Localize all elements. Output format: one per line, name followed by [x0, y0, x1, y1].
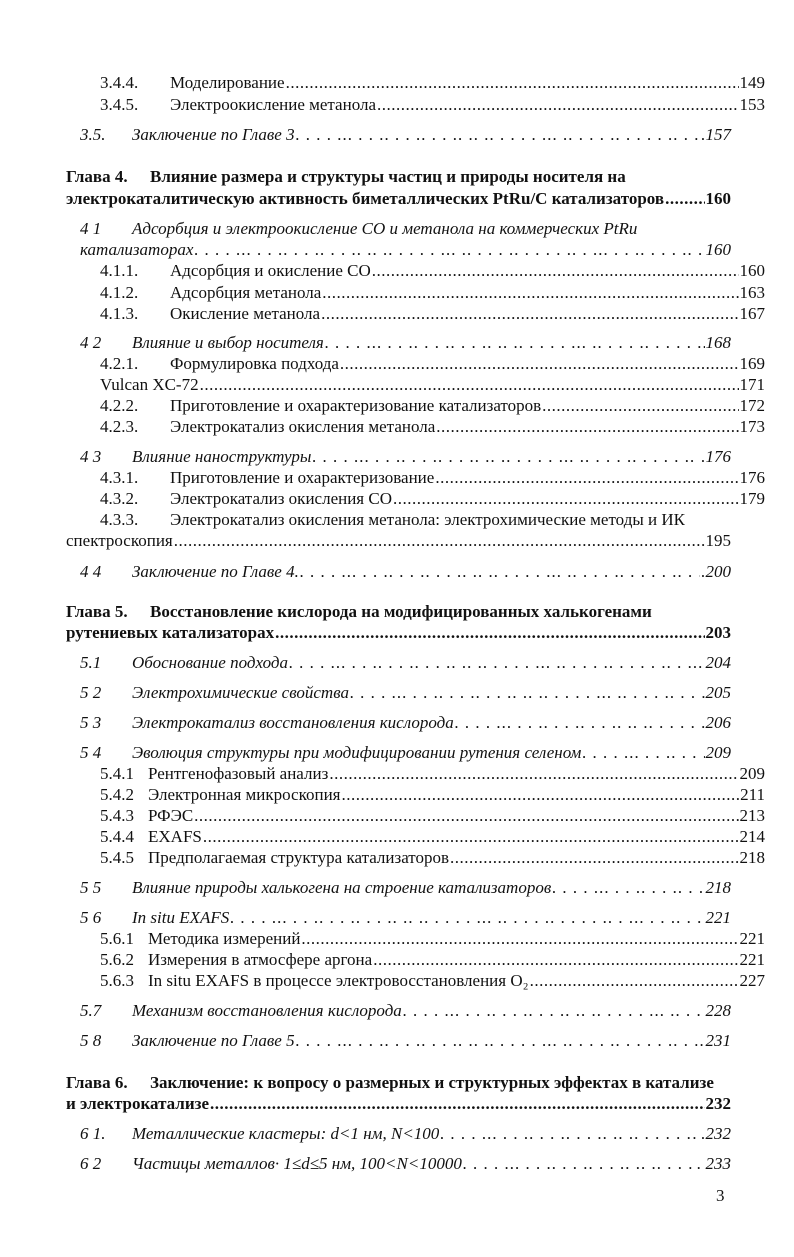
entry-title: Влияние природы халькогена на строение катализаторов	[132, 878, 552, 897]
toc-entry-5-6-3[interactable]	[66, 970, 765, 992]
toc-entry-4-3[interactable]	[66, 446, 731, 468]
entry-title: Электронная микроскопия	[148, 785, 341, 804]
entry-title: Эволюция структуры при модифицировании рутения селеном	[132, 743, 582, 762]
dot-leader	[296, 124, 701, 146]
toc-entry-vulcan[interactable]	[66, 374, 765, 396]
toc-entry-4-1-2[interactable]	[66, 282, 765, 304]
dot-leader	[329, 763, 738, 785]
entry-number: 5 3	[80, 713, 102, 732]
entry-number: 6 1.	[80, 1124, 106, 1143]
entry-number: 3.4.5.	[100, 95, 139, 114]
dot-leader	[552, 877, 704, 899]
toc-entry-4-2-2[interactable]	[66, 395, 765, 417]
toc-entry-5-3[interactable]	[66, 712, 731, 734]
chapter-title: Влияние размера и структуры частиц и природы носителя на	[150, 167, 626, 186]
dot-leader	[301, 928, 738, 950]
entry-page: 149	[739, 73, 765, 92]
entry-number: 5 4	[80, 743, 102, 762]
toc-entry-3-4-5[interactable]	[66, 94, 765, 116]
entry-title: Формулировка подхода	[170, 354, 339, 373]
page-number: 3	[716, 1186, 725, 1205]
dot-leader	[296, 1030, 705, 1052]
entry-number: 3.5.	[80, 125, 106, 144]
entry-title: Электрокатализ окисления СО	[170, 489, 392, 508]
toc-chapter-6[interactable]	[66, 1072, 731, 1094]
entry-page: 214	[739, 827, 765, 846]
entry-page: 163	[739, 283, 765, 302]
dot-leader	[436, 416, 738, 438]
entry-title: Заключение по Главе 3	[132, 125, 295, 144]
dot-leader	[325, 332, 705, 354]
entry-number: 4.2.2.	[100, 396, 139, 415]
entry-title: РФЭС	[148, 806, 194, 825]
toc-entry-4-2-1[interactable]	[66, 353, 765, 375]
entry-number: 5 8	[80, 1031, 102, 1050]
dot-leader	[435, 467, 738, 489]
entry-number: 5.4.2	[100, 785, 134, 804]
dot-leader	[463, 1153, 696, 1175]
toc-entry-5-7[interactable]	[66, 1000, 731, 1022]
toc-entry-4-1-line2[interactable]	[66, 239, 731, 261]
toc-entry-5-5[interactable]	[66, 877, 731, 899]
toc-entry-5-4-4[interactable]	[66, 826, 765, 848]
entry-number: 4.2.3.	[100, 417, 139, 436]
entry-title: Окисление метанола	[170, 304, 321, 323]
entry-title: Заключение по Главе 5	[132, 1031, 295, 1050]
entry-page: 153	[739, 95, 765, 114]
chapter-page: 232	[705, 1094, 731, 1113]
entry-page: .157	[701, 125, 731, 144]
toc-entry-5-4-2[interactable]	[66, 784, 765, 806]
toc-chapter-5-line2[interactable]	[66, 622, 731, 644]
toc-entry-4-4[interactable]	[66, 561, 731, 583]
dot-leader	[377, 94, 738, 116]
toc-entry-4-3-3[interactable]	[66, 509, 765, 531]
toc-entry-5-6-1[interactable]	[66, 928, 765, 950]
toc-entry-5-6-2[interactable]	[66, 949, 765, 971]
dot-leader	[342, 784, 740, 806]
dot-leader	[450, 847, 738, 869]
entry-page: 227	[739, 971, 765, 990]
entry-title: Адсорбция и окисление СО	[170, 261, 371, 280]
entry-title: Адсорбция метанола	[170, 283, 322, 302]
entry-title: Заключение по Главе 4.	[132, 562, 299, 581]
entry-number: 4 3	[80, 447, 102, 466]
entry-title: Адсорбция и электроокисление СО и метанола на коммерческих PtRu	[132, 219, 638, 238]
entry-number: 5.6.1	[100, 929, 134, 948]
dot-leader	[440, 1123, 691, 1145]
dot-leader	[275, 622, 704, 644]
entry-page: 231	[705, 1031, 731, 1050]
entry-page: 176	[739, 468, 765, 487]
entry-page: 168	[705, 333, 731, 352]
entry-title: Vulcan XC-72	[100, 375, 199, 394]
entry-title: Обоснование подхода	[132, 653, 288, 672]
toc-entry-4-2[interactable]	[66, 332, 731, 354]
entry-title: In situ EXAFS в процессе электровосстановления O₂	[148, 971, 529, 990]
entry-number: 4.1.3.	[100, 304, 139, 323]
dot-leader	[312, 446, 700, 468]
entry-title: Электрокатализ окисления метанола: электрохимические методы и ИК	[170, 510, 685, 529]
dot-leader	[194, 239, 704, 261]
entry-number: 5.4.5	[100, 848, 134, 867]
entry-page: 218	[705, 878, 731, 897]
toc-entry-5-2[interactable]	[66, 682, 731, 704]
chapter-page: 203	[705, 623, 731, 642]
dot-leader	[289, 652, 705, 674]
entry-title: Электроокисление метанола	[170, 95, 377, 114]
toc-entry-6-2[interactable]	[66, 1153, 731, 1175]
dot-leader	[194, 805, 738, 827]
dot-leader	[542, 395, 738, 417]
entry-number: 4 4	[80, 562, 102, 581]
entry-number: 5.4.4	[100, 827, 134, 846]
entry-number: 5 2	[80, 683, 102, 702]
entry-page: 211	[740, 785, 765, 804]
toc-chapter-4-line2[interactable]	[66, 188, 731, 210]
entry-page: 221	[705, 908, 731, 927]
toc-entry-5-8[interactable]	[66, 1030, 731, 1052]
entry-title: Моделирование	[170, 73, 285, 92]
chapter-number: Глава 6.	[66, 1073, 128, 1092]
entry-title: EXAFS	[148, 827, 202, 846]
entry-title-continued: спектроскопия	[66, 531, 173, 550]
entry-title: Электрокатализ восстановления кислорода	[132, 713, 454, 732]
entry-page: 160	[739, 261, 765, 280]
toc-entry-4-3-3-line2[interactable]	[66, 530, 731, 552]
chapter-title-continued: и электрокатализе	[66, 1094, 209, 1113]
entry-page: 213	[739, 806, 765, 825]
dot-leader	[322, 282, 738, 304]
dot-leader	[321, 303, 738, 325]
toc-entry-6-1[interactable]	[66, 1123, 731, 1145]
entry-page: 221	[739, 929, 765, 948]
toc-chapter-6-line2[interactable]	[66, 1093, 731, 1115]
entry-title: In situ EXAFS	[132, 908, 230, 927]
entry-title: Рентгенофазовый анализ	[148, 764, 329, 783]
toc-entry-5-4-1[interactable]	[66, 763, 765, 785]
toc-entry-4-1-1[interactable]	[66, 260, 765, 282]
entry-number: 5.6.2	[100, 950, 134, 969]
entry-number: 4.1.2.	[100, 283, 139, 302]
toc-entry-3-4-4[interactable]	[66, 72, 765, 94]
toc-entry-4-3-1[interactable]	[66, 467, 765, 489]
dot-leader	[300, 561, 700, 583]
entry-title: Частицы металлов· 1≤d≤5 нм, 100<N<10000	[132, 1154, 462, 1173]
entry-page: 218	[739, 848, 765, 867]
entry-title: Влияние и выбор носителя	[132, 333, 324, 352]
entry-page: 195	[705, 531, 731, 550]
entry-page: 172	[739, 396, 765, 415]
entry-title: Металлические кластеры: d<1 нм, N<100	[132, 1124, 440, 1143]
entry-number: 5.4.1	[100, 764, 134, 783]
entry-number: 5.6.3	[100, 971, 134, 990]
entry-page: 206	[705, 713, 731, 732]
entry-number: 4.3.2.	[100, 489, 139, 508]
entry-page: .200	[701, 562, 731, 581]
toc-chapter-5[interactable]	[66, 601, 731, 623]
entry-number: 3.4.4.	[100, 73, 139, 92]
entry-number: 4.1.1.	[100, 261, 139, 280]
entry-title-continued: катализаторах	[80, 240, 194, 259]
entry-number: 6 2	[80, 1154, 102, 1173]
dot-leader	[665, 188, 704, 210]
entry-title: Приготовление и охарактеризование	[170, 468, 435, 487]
entry-number: 4 2	[80, 333, 102, 352]
dot-leader	[203, 826, 739, 848]
entry-number: 4 1	[80, 219, 102, 238]
dot-leader	[230, 907, 704, 929]
chapter-number: Глава 5.	[66, 602, 128, 621]
dot-leader	[373, 949, 738, 971]
entry-page: 171	[739, 375, 765, 394]
entry-number: 5.4.3	[100, 806, 134, 825]
entry-number: 4.3.1.	[100, 468, 139, 487]
entry-title: Электрокатализ окисления метанола	[170, 417, 436, 436]
dot-leader	[372, 260, 739, 282]
toc-entry-5-6[interactable]	[66, 907, 731, 929]
entry-page: 228	[705, 1001, 731, 1020]
toc-entry-4-3-2[interactable]	[66, 488, 765, 510]
dot-leader	[340, 353, 739, 375]
chapter-title: Восстановление кислорода на модифицированных халькогенами	[150, 602, 652, 621]
entry-page: 179	[739, 489, 765, 508]
entry-page: 205	[705, 683, 731, 702]
toc-entry-5-4[interactable]	[66, 742, 731, 764]
dot-leader	[530, 970, 739, 992]
dot-leader	[455, 712, 705, 734]
entry-number: 5.1	[80, 653, 102, 672]
dot-leader	[200, 374, 739, 396]
dot-leader	[393, 488, 739, 510]
toc-entry-3-5[interactable]	[66, 124, 731, 146]
entry-title: Влияние наноструктуры	[132, 447, 312, 466]
entry-title: Механизм восстановления кислорода	[132, 1001, 402, 1020]
toc-entry-4-1-3[interactable]	[66, 303, 765, 325]
entry-number: 5 5	[80, 878, 102, 897]
chapter-title-continued: рутениевых катализаторах	[66, 623, 275, 642]
dot-leader	[210, 1093, 705, 1115]
entry-title: Измерения в атмосфере аргона	[148, 950, 373, 969]
toc-entry-5-1[interactable]	[66, 652, 731, 674]
entry-page: . 233	[697, 1154, 731, 1173]
entry-page: 169	[739, 354, 765, 373]
entry-page: . .232	[692, 1124, 731, 1143]
dot-leader	[286, 72, 739, 94]
dot-leader	[582, 742, 704, 764]
dot-leader	[174, 530, 705, 552]
entry-page: 221	[739, 950, 765, 969]
dot-leader	[403, 1000, 705, 1022]
chapter-title: Заключение: к вопросу о размерных и структурных эффектах в катализе	[150, 1073, 714, 1092]
entry-page: 160	[705, 240, 731, 259]
entry-page: 209	[739, 764, 765, 783]
toc-entry-5-4-5[interactable]	[66, 847, 765, 869]
toc-entry-4-1[interactable]	[66, 218, 731, 240]
entry-title: Электрохимические свойства	[132, 683, 349, 702]
entry-number: 5.7	[80, 1001, 102, 1020]
chapter-title-continued: электрокаталитическую активность биметаллических PtRu/C катализаторов	[66, 189, 665, 208]
entry-page: 167	[739, 304, 765, 323]
entry-title: Приготовление и охарактеризование катализаторов	[170, 396, 542, 415]
entry-number: 5 6	[80, 908, 102, 927]
dot-leader	[350, 682, 705, 704]
toc-entry-4-2-3[interactable]	[66, 416, 765, 438]
toc-chapter-4[interactable]	[66, 166, 731, 188]
entry-page: .176	[701, 447, 731, 466]
chapter-number: Глава 4.	[66, 167, 128, 186]
entry-page: 204	[705, 653, 731, 672]
entry-page: 209	[705, 743, 731, 762]
entry-page: 173	[739, 417, 765, 436]
toc-entry-5-4-3[interactable]	[66, 805, 765, 827]
entry-number: 4.2.1.	[100, 354, 139, 373]
entry-number: 4.3.3.	[100, 510, 139, 529]
chapter-page: 160	[705, 189, 731, 208]
entry-title: Предполагаемая структура катализаторов	[148, 848, 450, 867]
entry-title: Методика измерений	[148, 929, 301, 948]
